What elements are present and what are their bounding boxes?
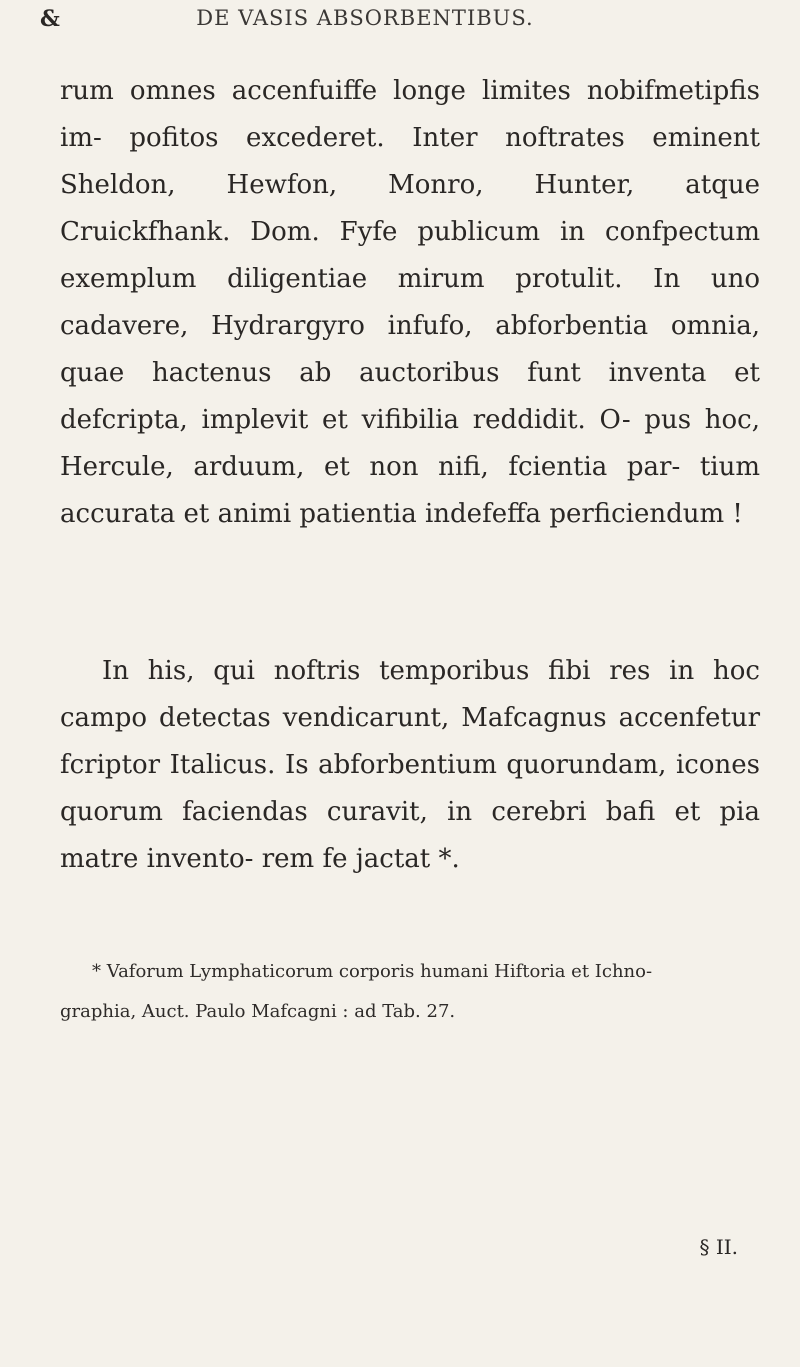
footnote-line-1: * Vaforum Lymphaticorum corporis humani Hiftoria et Ichno- xyxy=(92,961,653,982)
footnote xyxy=(60,952,760,1032)
paragraph-2: In his, qui noftris temporibus fibi res in hoc campo detectas vendicarunt, Mafcagnus accenfetur fcriptor Italicus. Is abforbentium quorundam, icones quorum faciendas curavit, in cerebri bafi et pia matre invento- rem fe jactat *. xyxy=(60,656,760,874)
running-header xyxy=(40,4,760,34)
paragraph-1: rum omnes accenfuiffe longe limites nobifmetipfis im- pofitos excederet. Inter noftrates eminent Sheldon, Hewfon, Monro, Hunter, atque Cruickfhank. Dom. Fyfe publicum in confpectum exemplum diligentiae mirum protulit. In uno cadavere, Hydrargyro infufo, abforbentia omnia, quae hactenus ab auctoribus funt inventa et defcripta, implevit et vifibilia reddidit. O- pus hoc, Hercule, arduum, et non nifi, fcientia par- tium accurata et animi patientia indefeffa perficiendum ! xyxy=(60,76,760,529)
header-title: DE VASIS ABSORBENTIBUS. xyxy=(196,6,534,30)
catchword: § II. xyxy=(699,1235,738,1259)
header-mark: & xyxy=(40,6,60,32)
footnote-line-2: graphia, Auct. Paulo Mafcagni : ad Tab. 27. xyxy=(60,1001,456,1022)
